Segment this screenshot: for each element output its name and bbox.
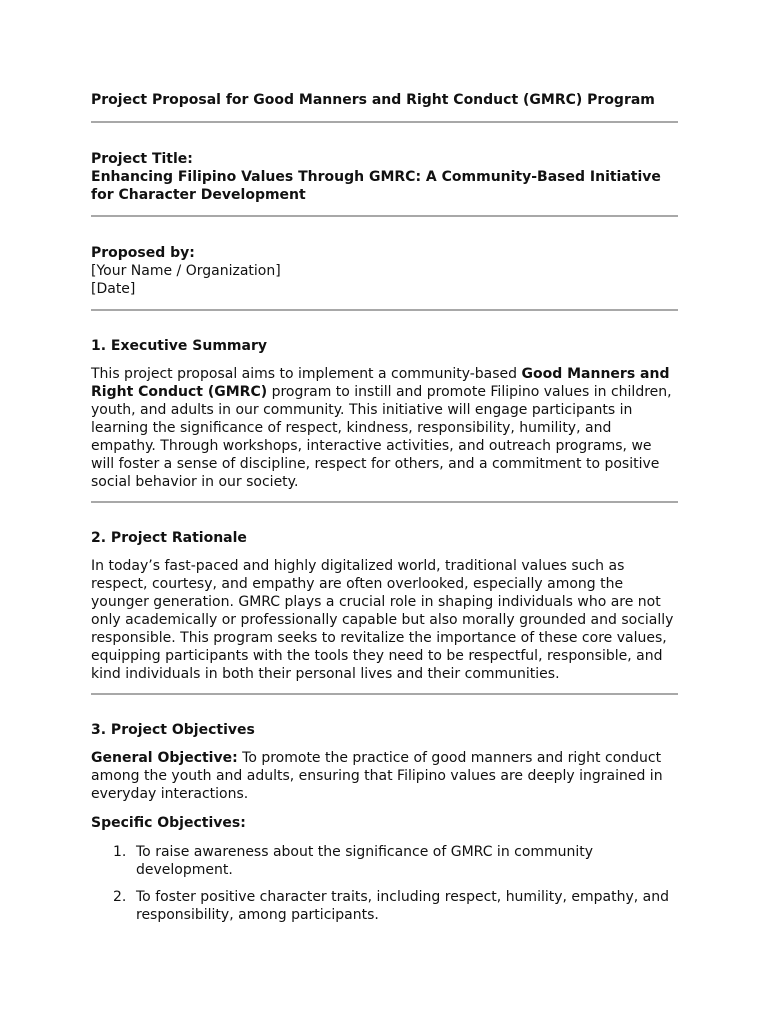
objectives-heading: 3. Project Objectives	[91, 722, 255, 738]
objective-text: To foster positive character traits, including respect, humility, empathy, and responsibility, among participants.	[136, 889, 670, 923]
summary-bold-text: Good Manners and Right Conduct (GMRC)	[91, 366, 670, 400]
project-title-label: Project Title:	[91, 151, 193, 167]
objectives-section	[91, 695, 678, 924]
rationale-section	[91, 503, 678, 693]
executive-summary-heading: 1. Executive Summary	[91, 338, 267, 354]
executive-summary-section	[91, 311, 678, 501]
document-body	[91, 91, 678, 933]
proposal-date: [Date]	[91, 281, 136, 297]
summary-text-after: program to instill and promote Filipino values in children, youth, and adults in our community. This initiative will engage participants in learning the significance of respect, kindness, responsibility, humility, and empathy. Through workshops, interactive activities, and outreach programs, we will foster a sense of discipline, respect for others, and a commitment to positive social behavior in our society.	[91, 384, 672, 490]
general-objective-label: General Objective:	[91, 750, 238, 766]
rationale-heading: 2. Project Rationale	[91, 530, 247, 546]
proposed-by-label: Proposed by:	[91, 245, 195, 261]
project-title-section	[91, 123, 678, 215]
objective-number: 1.	[113, 844, 127, 860]
executive-summary-text	[91, 365, 678, 491]
objective-text: To raise awareness about the significance of GMRC in community development.	[136, 844, 594, 878]
project-title-value: Enhancing Filipino Values Through GMRC: A Community-Based Initiative for Character Development	[91, 169, 661, 203]
objective-item	[91, 888, 678, 924]
summary-text-before: This project proposal aims to implement a community-based	[91, 366, 522, 382]
specific-objectives-list	[91, 843, 678, 924]
proposer-name: [Your Name / Organization]	[91, 263, 281, 279]
specific-objectives-label: Specific Objectives:	[91, 815, 246, 831]
rationale-text: In today’s fast-paced and highly digitalized world, traditional values such as respect, courtesy, and empathy are often overlooked, especially among the younger generation. GMRC plays a crucial role in shaping individuals who are not only academically or professionally capable but also morally grounded and socially responsible. This program seeks to revitalize the importance of these core values, equipping participants with the tools they need to be respectful, responsible, and kind individuals in both their personal lives and their communities.	[91, 558, 674, 682]
general-objective-text: To promote the practice of good manners and right conduct among the youth and adults, ensuring that Filipino values are deeply ingrained in everyday interactions.	[91, 750, 663, 802]
objective-number: 2.	[113, 889, 127, 905]
objective-item	[91, 843, 678, 879]
document-title: Project Proposal for Good Manners and Right Conduct (GMRC) Program	[91, 92, 655, 108]
proposed-by-section	[91, 217, 678, 309]
general-objective	[91, 749, 678, 803]
